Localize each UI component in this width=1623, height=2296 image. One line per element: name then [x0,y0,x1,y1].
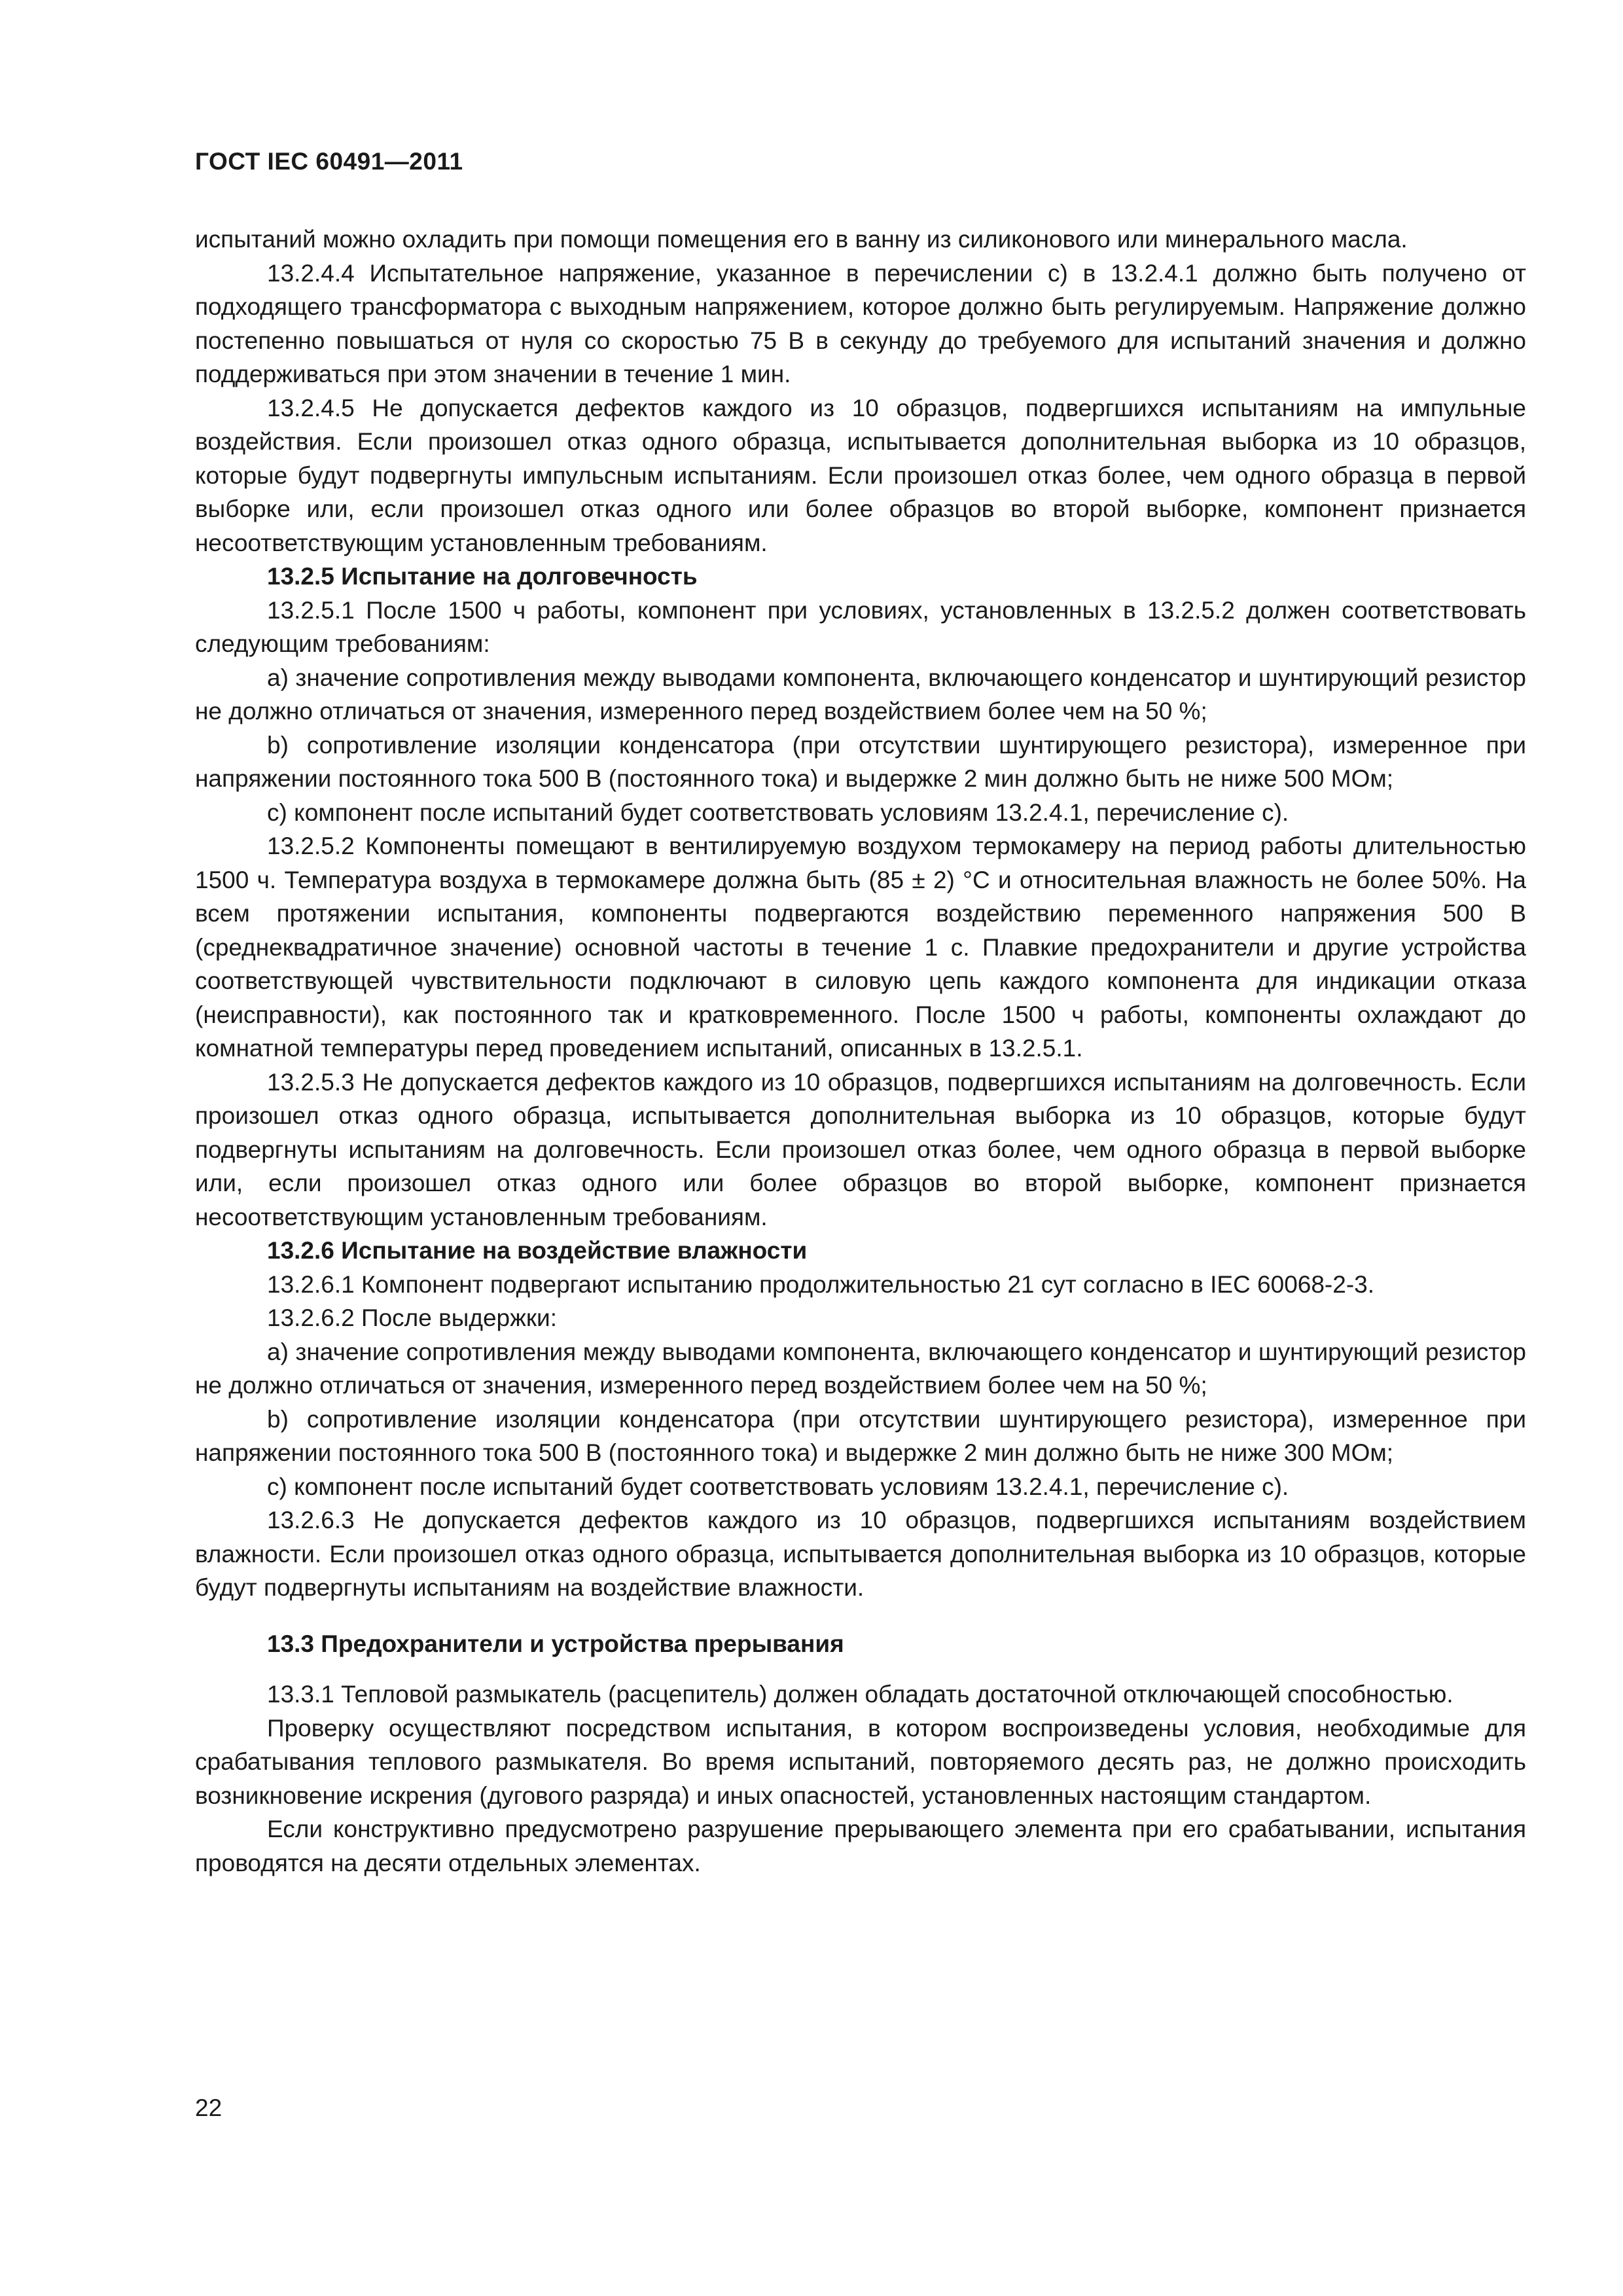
clause-13-2-6-2: 13.2.6.2 После выдержки: [267,1304,558,1331]
list-item-a: а) значение сопротивления между выводами компонента, включающего конденсатор и шунтирующий резистор не должно отличаться от значения, измеренного перед воздействием более чем на 50 %; [195,664,1526,725]
section-heading-13-3: 13.3 Предохранители и устройства прерывания [267,1630,844,1657]
clause-13-2-5-1: 13.2.5.1 После 1500 ч работы, компонент при условиях, установленных в 13.2.5.2 должен соответствовать следующим требованиям: [195,596,1526,657]
document-header: ГОСТ IEC 60491—2011 [195,148,463,175]
list-item-b: b) сопротивление изоляции конденсатора (при отсутствии шунтирующего резистора), измеренное при напряжении постоянного тока 500 В (постоянного тока) и выдержке 2 мин должно быть не ниже 500 МОм; [195,731,1526,792]
page-number: 22 [195,2094,223,2121]
list-item-c: с) компонент после испытаний будет соответствовать условиям 13.2.4.1, перечисление с). [267,798,1289,826]
clause-13-2-5-3: 13.2.5.3 Не допускается дефектов каждого из 10 образцов, подвергшихся испытаниям на долговечность. Если произошел отказ одного образца, испытывается дополнительная выборка из 10 образцов, которые будут подвергнуты испытаниям на долговечность. Если произошел отказ более, чем одного образца в первой выборке или, если произошел отказ одного или более образцов во второй выборке, компонент признается несоответствующим установленным требованиям. [195,1068,1526,1230]
clause-13-2-6-1: 13.2.6.1 Компонент подвергают испытанию продолжительностью 21 сут согласно в IEC 60068-2-3. [267,1270,1375,1298]
list-item-c: с) компонент после испытаний будет соответствовать условиям 13.2.4.1, перечисление с). [267,1473,1289,1500]
clause-13-2-4-5: 13.2.4.5 Не допускается дефектов каждого из 10 образцов, подвергшихся испытаниям на импульные воздействия. Если произошел отказ одного образца, испытывается дополнительная выборка из 10 образцов, которые будут подвергнуты импульсным испытаниям. Если произошел отказ более, чем одного образца в первой выборке или, если произошел отказ одного или более образцов во второй выборке, компонент признается несоответствующим установленным требованиям. [195,394,1526,556]
clause-13-2-6-3: 13.2.6.3 Не допускается дефектов каждого из 10 образцов, подвергшихся испытаниям воздействием влажности. Если произошел отказ одного образца, испытывается дополнительная выборка из 10 образцов, которые будут подвергнуты испытаниям на воздействие влажности. [195,1507,1526,1601]
list-item-b: b) сопротивление изоляции конденсатора (при отсутствии шунтирующего резистора), измеренное при напряжении постоянного тока 500 В (постоянного тока) и выдержке 2 мин должно быть не ниже 300 МОм; [195,1405,1526,1466]
list-item-a: а) значение сопротивления между выводами компонента, включающего конденсатор и шунтирующий резистор не должно отличаться от значения, измеренного перед воздействием более чем на 50 %; [195,1338,1526,1399]
paragraph-continuation: испытаний можно охладить при помощи помещения его в ванну из силиконового или минерального масла. [195,226,1408,253]
heading-13-2-5: 13.2.5 Испытание на долговечность [267,563,698,590]
paragraph: Если конструктивно предусмотрено разрушение прерывающего элемента при его срабатывании, испытания проводятся на десяти отдельных элементах. [195,1816,1526,1876]
paragraph: Проверку осуществляют посредством испытания, в котором воспроизведены условия, необходимые для срабатывания теплового размыкателя. Во время испытаний, повторяемого десять раз, не должно происходить возникновение искрения (дугового разряда) и иных опасностей, установленных настоящим стандартом. [195,1714,1526,1809]
clause-13-2-5-2: 13.2.5.2 Компоненты помещают в вентилируемую воздухом термокамеру на период работы длительностью 1500 ч. Температура воздуха в термокамере должна быть (85 ± 2) °С и относительная влажность не более 50%. На всем протяжении испытания, компоненты подвергаются воздействию переменного напряжения 500 В (среднеквадратичное значение) основной частоты в течение 1 с. Плавкие предохранители и другие устройства соответствующей чувствительности подключают в силовую цепь каждого компонента для индикации отказа (неисправности), как постоянного так и кратковременного. После 1500 ч работы, компоненты охлаждают до комнатной температуры перед проведением испытаний, описанных в 13.2.5.1. [195,833,1526,1062]
clause-13-3-1: 13.3.1 Тепловой размыкатель (расцепитель) должен обладать достаточной отключающей способностью. [267,1681,1454,1708]
clause-13-2-4-4: 13.2.4.4 Испытательное напряжение, указанное в перечислении с) в 13.2.4.1 должно быть получено от подходящего трансформатора с выходным напряжением, которое должно быть регулируемым. Напряжение должно постепенно повышаться от нуля со скоростью 75 В в секунду до требуемого для испытаний значения и должно поддерживаться при этом значении в течение 1 мин. [195,259,1526,387]
document-body [195,223,1526,1880]
heading-13-2-6: 13.2.6 Испытание на воздействие влажности [267,1237,808,1264]
